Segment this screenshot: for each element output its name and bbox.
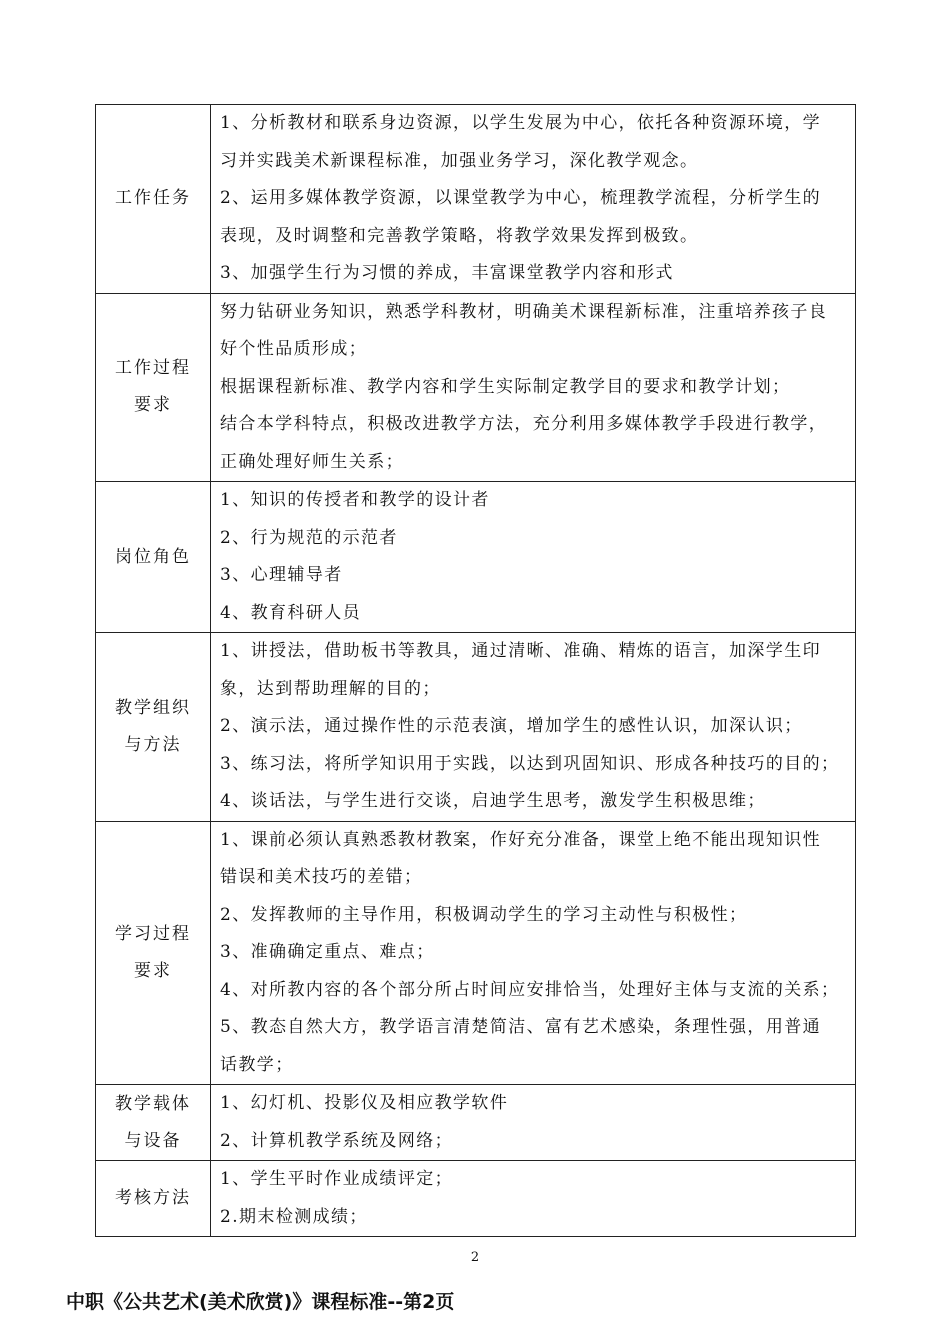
table-row: [96, 105, 856, 294]
row-label-line: 工作过程: [115, 358, 191, 379]
content-line: 2、运用多媒体教学资源，以课堂教学为中心，梳理教学流程，分析学生的: [220, 188, 822, 208]
row-label-cell: [96, 105, 211, 294]
row-content-cell: [211, 293, 856, 482]
content-line: 4、谈话法，与学生进行交谈，启迪学生思考，激发学生积极思维；: [220, 791, 766, 811]
content-line: 正确处理好师生关系；: [220, 451, 404, 472]
row-content-cell: [211, 1161, 856, 1237]
content-line: 象，达到帮助理解的目的；: [220, 678, 441, 699]
content-line: 1、课前必须认真熟悉教材教案，作好充分准备，课堂上绝不能出现知识性: [220, 829, 822, 850]
row-label-line: 要求: [134, 395, 172, 416]
footer-title: 中职《公共艺术(美术欣赏)》课程标准--第2页: [66, 1291, 455, 1313]
content-line: 好个性品质形成；: [220, 339, 368, 359]
row-content-cell: [211, 821, 856, 1085]
row-label-cell: [96, 633, 211, 822]
row-label-line: 与设备: [124, 1130, 182, 1151]
content-line: 3、加强学生行为习惯的养成，丰富课堂教学内容和形式: [220, 263, 674, 283]
content-line: 3、练习法，将所学知识用于实践，以达到巩固知识、形成各种技巧的目的；: [220, 753, 840, 774]
table-row: [96, 633, 856, 822]
table-row: [96, 821, 856, 1085]
row-label-line: 教学载体: [115, 1093, 191, 1114]
content-line: 错误和美术技巧的差错；: [220, 867, 423, 887]
content-line: 3、心理辅导者: [220, 565, 343, 585]
content-line: 1、知识的传授者和教学的设计者: [220, 490, 490, 510]
row-label-line: 与方法: [124, 734, 182, 755]
content-line: 表现，及时调整和完善教学策略，将教学效果发挥到极致。: [220, 225, 699, 246]
row-label-line: 考核方法: [115, 1188, 191, 1208]
content-line: 努力钻研业务知识，熟悉学科教材，明确美术课程新标准，注重培养孩子良: [220, 301, 828, 322]
table-row: [96, 293, 856, 482]
content-line: 结合本学科特点，积极改进教学方法，充分利用多媒体教学手段进行教学，: [220, 414, 828, 434]
content-line: 2、计算机教学系统及网络；: [220, 1130, 454, 1151]
content-line: 话教学；: [220, 1054, 294, 1075]
content-line: 1、分析教材和联系身边资源，以学生发展为中心，依托各种资源环境，学: [220, 113, 822, 133]
row-label-line: 岗位角色: [115, 546, 191, 567]
row-label-line: 要求: [134, 960, 172, 981]
row-content-cell: [211, 1085, 856, 1161]
row-label-cell: [96, 1161, 211, 1237]
content-line: 1、幻灯机、投影仪及相应教学软件: [220, 1093, 509, 1113]
content-line: 4、教育科研人员: [220, 602, 362, 623]
row-label-line: 教学组织: [115, 697, 191, 718]
content-line: 1、学生平时作业成绩评定；: [220, 1169, 454, 1189]
content-line: 5、教态自然大方，教学语言清楚简洁、富有艺术感染，条理性强，用普通: [220, 1017, 822, 1037]
content-line: 2、演示法，通过操作性的示范表演，增加学生的感性认识，加深认识；: [220, 716, 803, 736]
content-line: 4、对所教内容的各个部分所占时间应安排恰当，处理好主体与支流的关系；: [220, 979, 840, 1000]
page-number: 2: [470, 1250, 480, 1265]
content-line: 3、准确确定重点、难点；: [220, 942, 435, 962]
row-content-cell: [211, 633, 856, 822]
row-content-cell: [211, 482, 856, 633]
content-line: 2、发挥教师的主导作用，积极调动学生的学习主动性与积极性；: [220, 904, 748, 925]
course-standard-table: [95, 104, 856, 1237]
content-line: 习并实践美术新课程标准，加强业务学习，深化教学观念。: [220, 150, 699, 171]
row-content-cell: [211, 105, 856, 294]
content-line: 2.期末检测成绩；: [220, 1206, 368, 1227]
row-label-cell: [96, 482, 211, 633]
table-row: [96, 1161, 856, 1237]
table-row: [96, 482, 856, 633]
row-label-cell: [96, 293, 211, 482]
row-label-line: 学习过程: [115, 923, 191, 944]
content-line: 2、行为规范的示范者: [220, 527, 398, 548]
table-row: [96, 1085, 856, 1161]
content-line: 1、讲授法，借助板书等教具，通过清晰、准确、精炼的语言，加深学生印: [220, 641, 822, 661]
row-label-cell: [96, 821, 211, 1085]
table-body: [96, 105, 856, 1237]
content-line: 根据课程新标准、教学内容和学生实际制定教学目的要求和教学计划；: [220, 376, 791, 397]
row-label-cell: [96, 1085, 211, 1161]
row-label-line: 工作任务: [115, 188, 191, 209]
